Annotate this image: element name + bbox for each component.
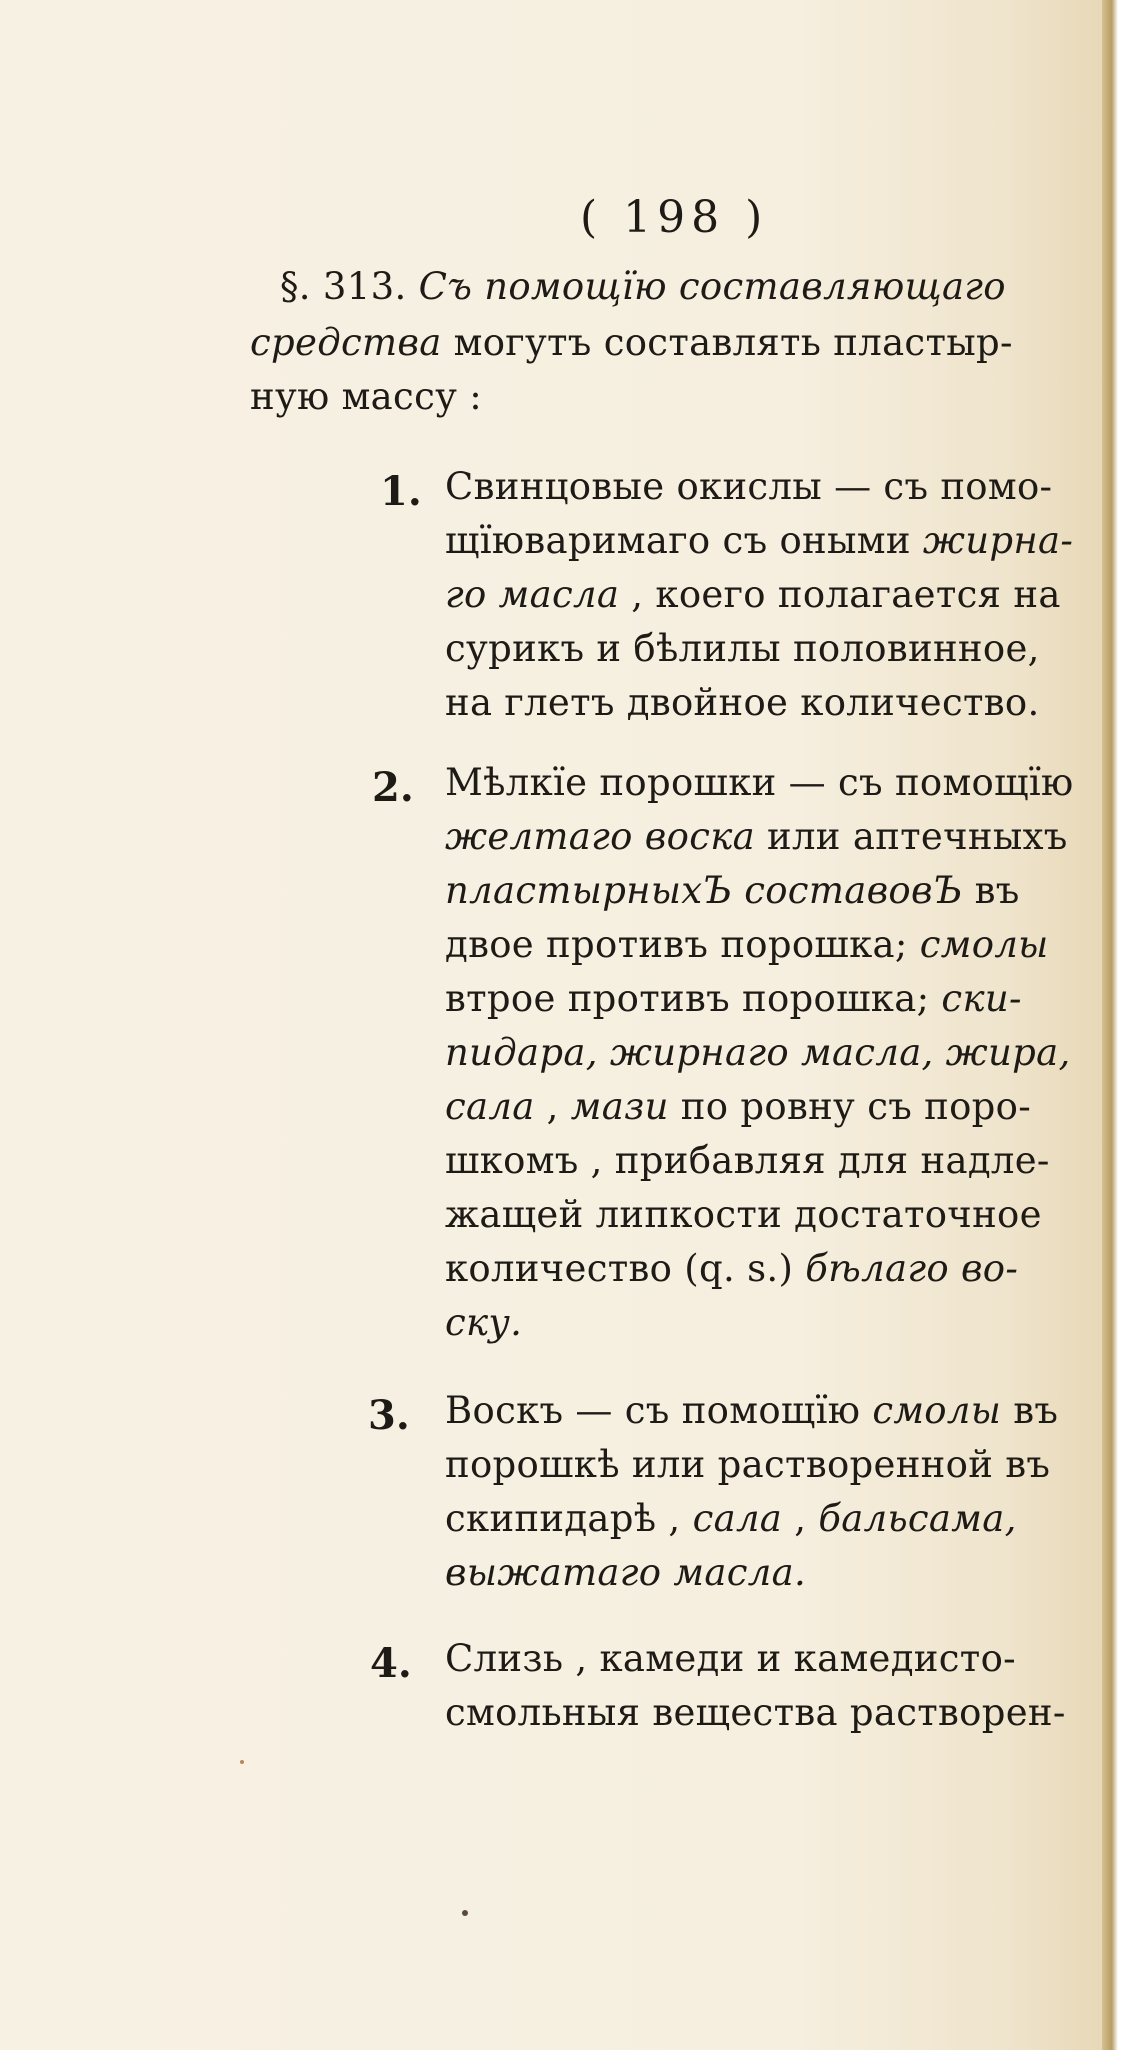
item-3-number: 3. — [368, 1392, 410, 1439]
item-3-line: порошкѣ или растворенной въ — [445, 1443, 1051, 1486]
item-3-line: скипидарѣ , сала , бальсама, — [445, 1497, 1017, 1540]
section-italic-1: Съ помощїю составляющаго — [418, 265, 1006, 308]
item-2-line: Мѣлкїе порошки — съ помощїю — [445, 761, 1074, 804]
item-1-line: на глетъ двойное количество. — [445, 681, 1040, 724]
item-1-line: Свинцовые окислы — съ помо- — [445, 465, 1053, 508]
item-2-line: сала , мази по ровну съ поро- — [445, 1085, 1032, 1128]
item-2-line: двое противъ порошка; смолы — [445, 923, 1049, 966]
item-2-line: ску. — [445, 1301, 523, 1344]
item-1-number: 1. — [380, 468, 422, 515]
section-line-3: ную массу : — [250, 375, 482, 418]
item-2-line: желтаго воска или аптечныхъ — [445, 815, 1068, 858]
item-2-line: пидара, жирнаго масла, жира, — [445, 1031, 1071, 1074]
page-edge-shadow — [1102, 0, 1118, 2050]
item-2-line: втрое противъ порошка; ски- — [445, 977, 1022, 1020]
item-2-line: пластырныхЪ составовЪ въ — [445, 869, 1020, 912]
item-2-line: количество (q. s.) бѣлаго во- — [445, 1247, 1019, 1290]
item-2-number: 2. — [372, 764, 414, 811]
ink-speck — [462, 1910, 468, 1916]
item-4-line: Слизь , камеди и камедисто- — [445, 1637, 1016, 1680]
section-line-1 — [280, 265, 1006, 308]
item-1-line: го масла , коего полагается на — [445, 573, 1061, 616]
item-4-number: 4. — [370, 1640, 412, 1687]
page-number-header: ( 198 ) — [580, 192, 769, 243]
item-2-line: жащей липкости достаточное — [445, 1193, 1042, 1236]
item-3-line: Воскъ — съ помощїю смолы въ — [445, 1389, 1059, 1432]
item-3-line: выжатаго масла. — [445, 1551, 807, 1594]
item-1-line: щїюваримаго съ оными жирна- — [445, 519, 1074, 562]
item-1-line: сурикъ и бѣлилы половинное, — [445, 627, 1040, 670]
ink-speck — [240, 1760, 244, 1764]
item-2-line: шкомъ , прибавляя для надле- — [445, 1139, 1050, 1182]
item-4-line: смольныя вещества растворен- — [445, 1691, 1066, 1734]
section-line-2: средства могутъ составлять пластыр- — [250, 321, 1013, 364]
section-number: §. 313. — [280, 265, 407, 308]
